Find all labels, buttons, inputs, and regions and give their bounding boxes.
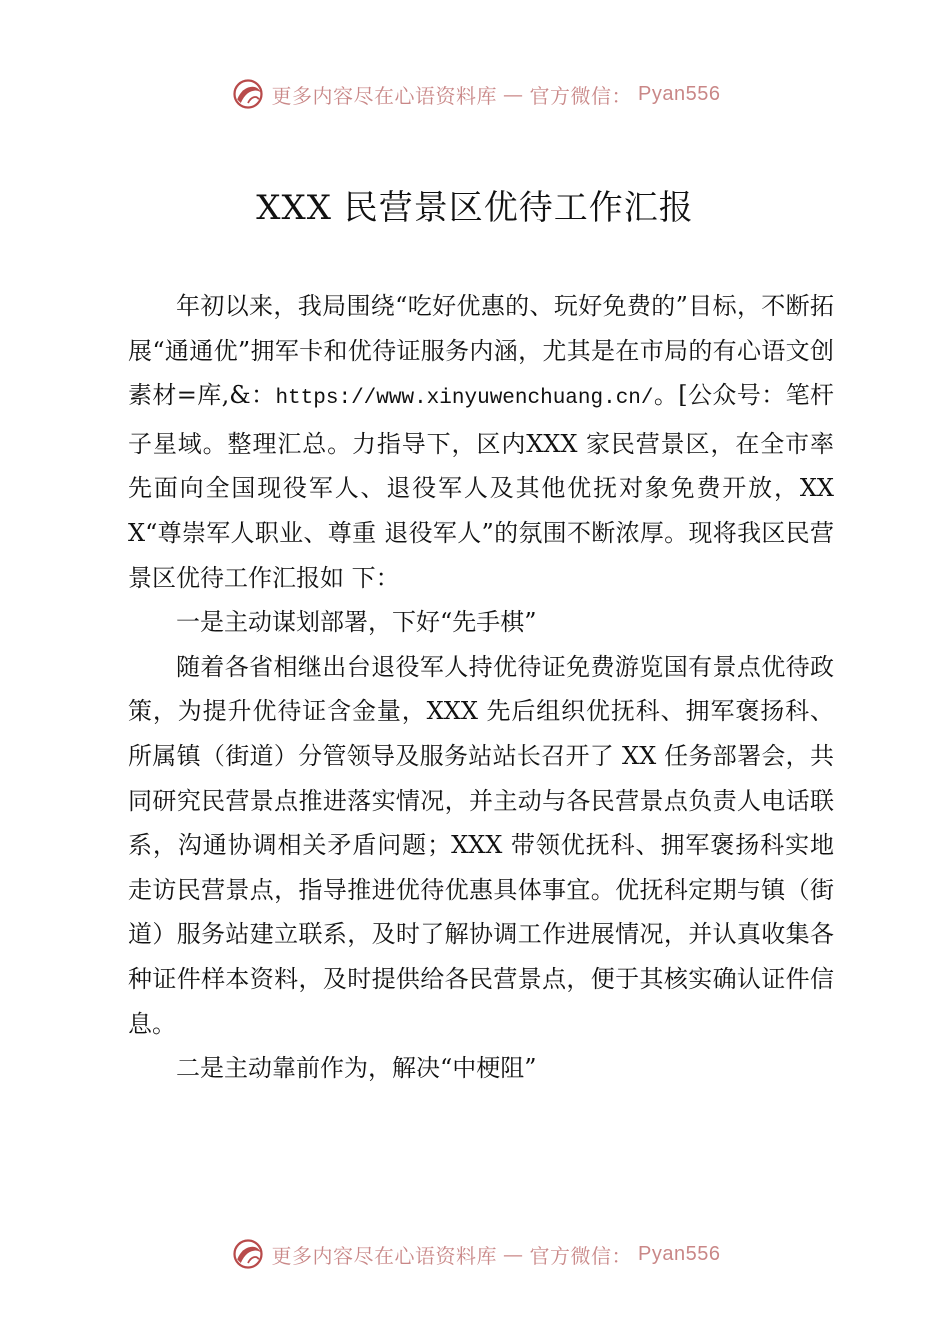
document-title: XXX 民营景区优待工作汇报 (256, 188, 694, 228)
paragraph-intro-text-b: 。[公众号：笔杆子星域。整理汇总。力指导下，区内XXX 家民营景区，在全市率先面向全国现役军人、退役军人及其他优抚对象免费开放，XXX“尊崇军人职业、尊重 退役军人”的氛围不断浓厚。现将我区民营景区优待工作汇报如 下： (128, 381, 834, 592)
section-heading-2: 二是主动靠前作为，解决“中梗阻” (176, 1054, 537, 1083)
watermark-text: 更多内容尽在心语资料库 (271, 83, 498, 108)
section-heading-1: 一是主动谋划部署，下好“先手棋” (176, 608, 537, 637)
watermark-wechat-id: Pyan556 (638, 82, 721, 105)
footer-watermark (0, 1232, 950, 1276)
paragraph-section-1: 随着各省相继出台退役军人持优待证免费游览国有景点优待政策，为提升优待证含金量，XXX 先后组织优抚科、拥军褒扬科、所属镇（街道）分管领导及服务站站长召开了 XX 任务部署会，共同研究民营景点推进落实情况，并主动与各民营景点负责人电话联系，沟通协调相关矛盾问题；XXX 带领优抚科、拥军褒扬科实地走访民营景点，指导推进优待优惠具体事宜。优抚科定期与镇（街道）服务站建立联系，及时了解协调工作进展情况，并认真收集各种证件样本资料，及时提供给各民营景点，便于其核实确认证件信息。 (128, 652, 834, 1038)
watermark-wechat-label: 官方微信： (529, 83, 633, 108)
red-swirl-logo-icon (230, 76, 266, 112)
paragraph-intro-text-a: 年初以来，我局围绕“吃好优惠的、玩好免费的”目标，不断拓展“通通优”拥军卡和优待证服务内涵，尤其是在市局的有心语文创素材=库,&： (128, 292, 834, 410)
watermark-dash: — (503, 82, 524, 106)
paragraph-intro (128, 284, 834, 600)
document-body (128, 284, 834, 1091)
red-swirl-logo-icon (230, 1236, 266, 1272)
watermark-content (230, 76, 721, 112)
paragraph-intro-url: https://www.xinyuwenchuang.cn/ (275, 387, 654, 411)
watermark-dash: — (503, 1242, 524, 1266)
header-watermark (0, 72, 950, 116)
watermark-content (230, 1236, 721, 1272)
watermark-wechat-id: Pyan556 (638, 1242, 721, 1265)
watermark-wechat-label: 官方微信： (529, 1243, 633, 1268)
watermark-text: 更多内容尽在心语资料库 (271, 1243, 498, 1268)
